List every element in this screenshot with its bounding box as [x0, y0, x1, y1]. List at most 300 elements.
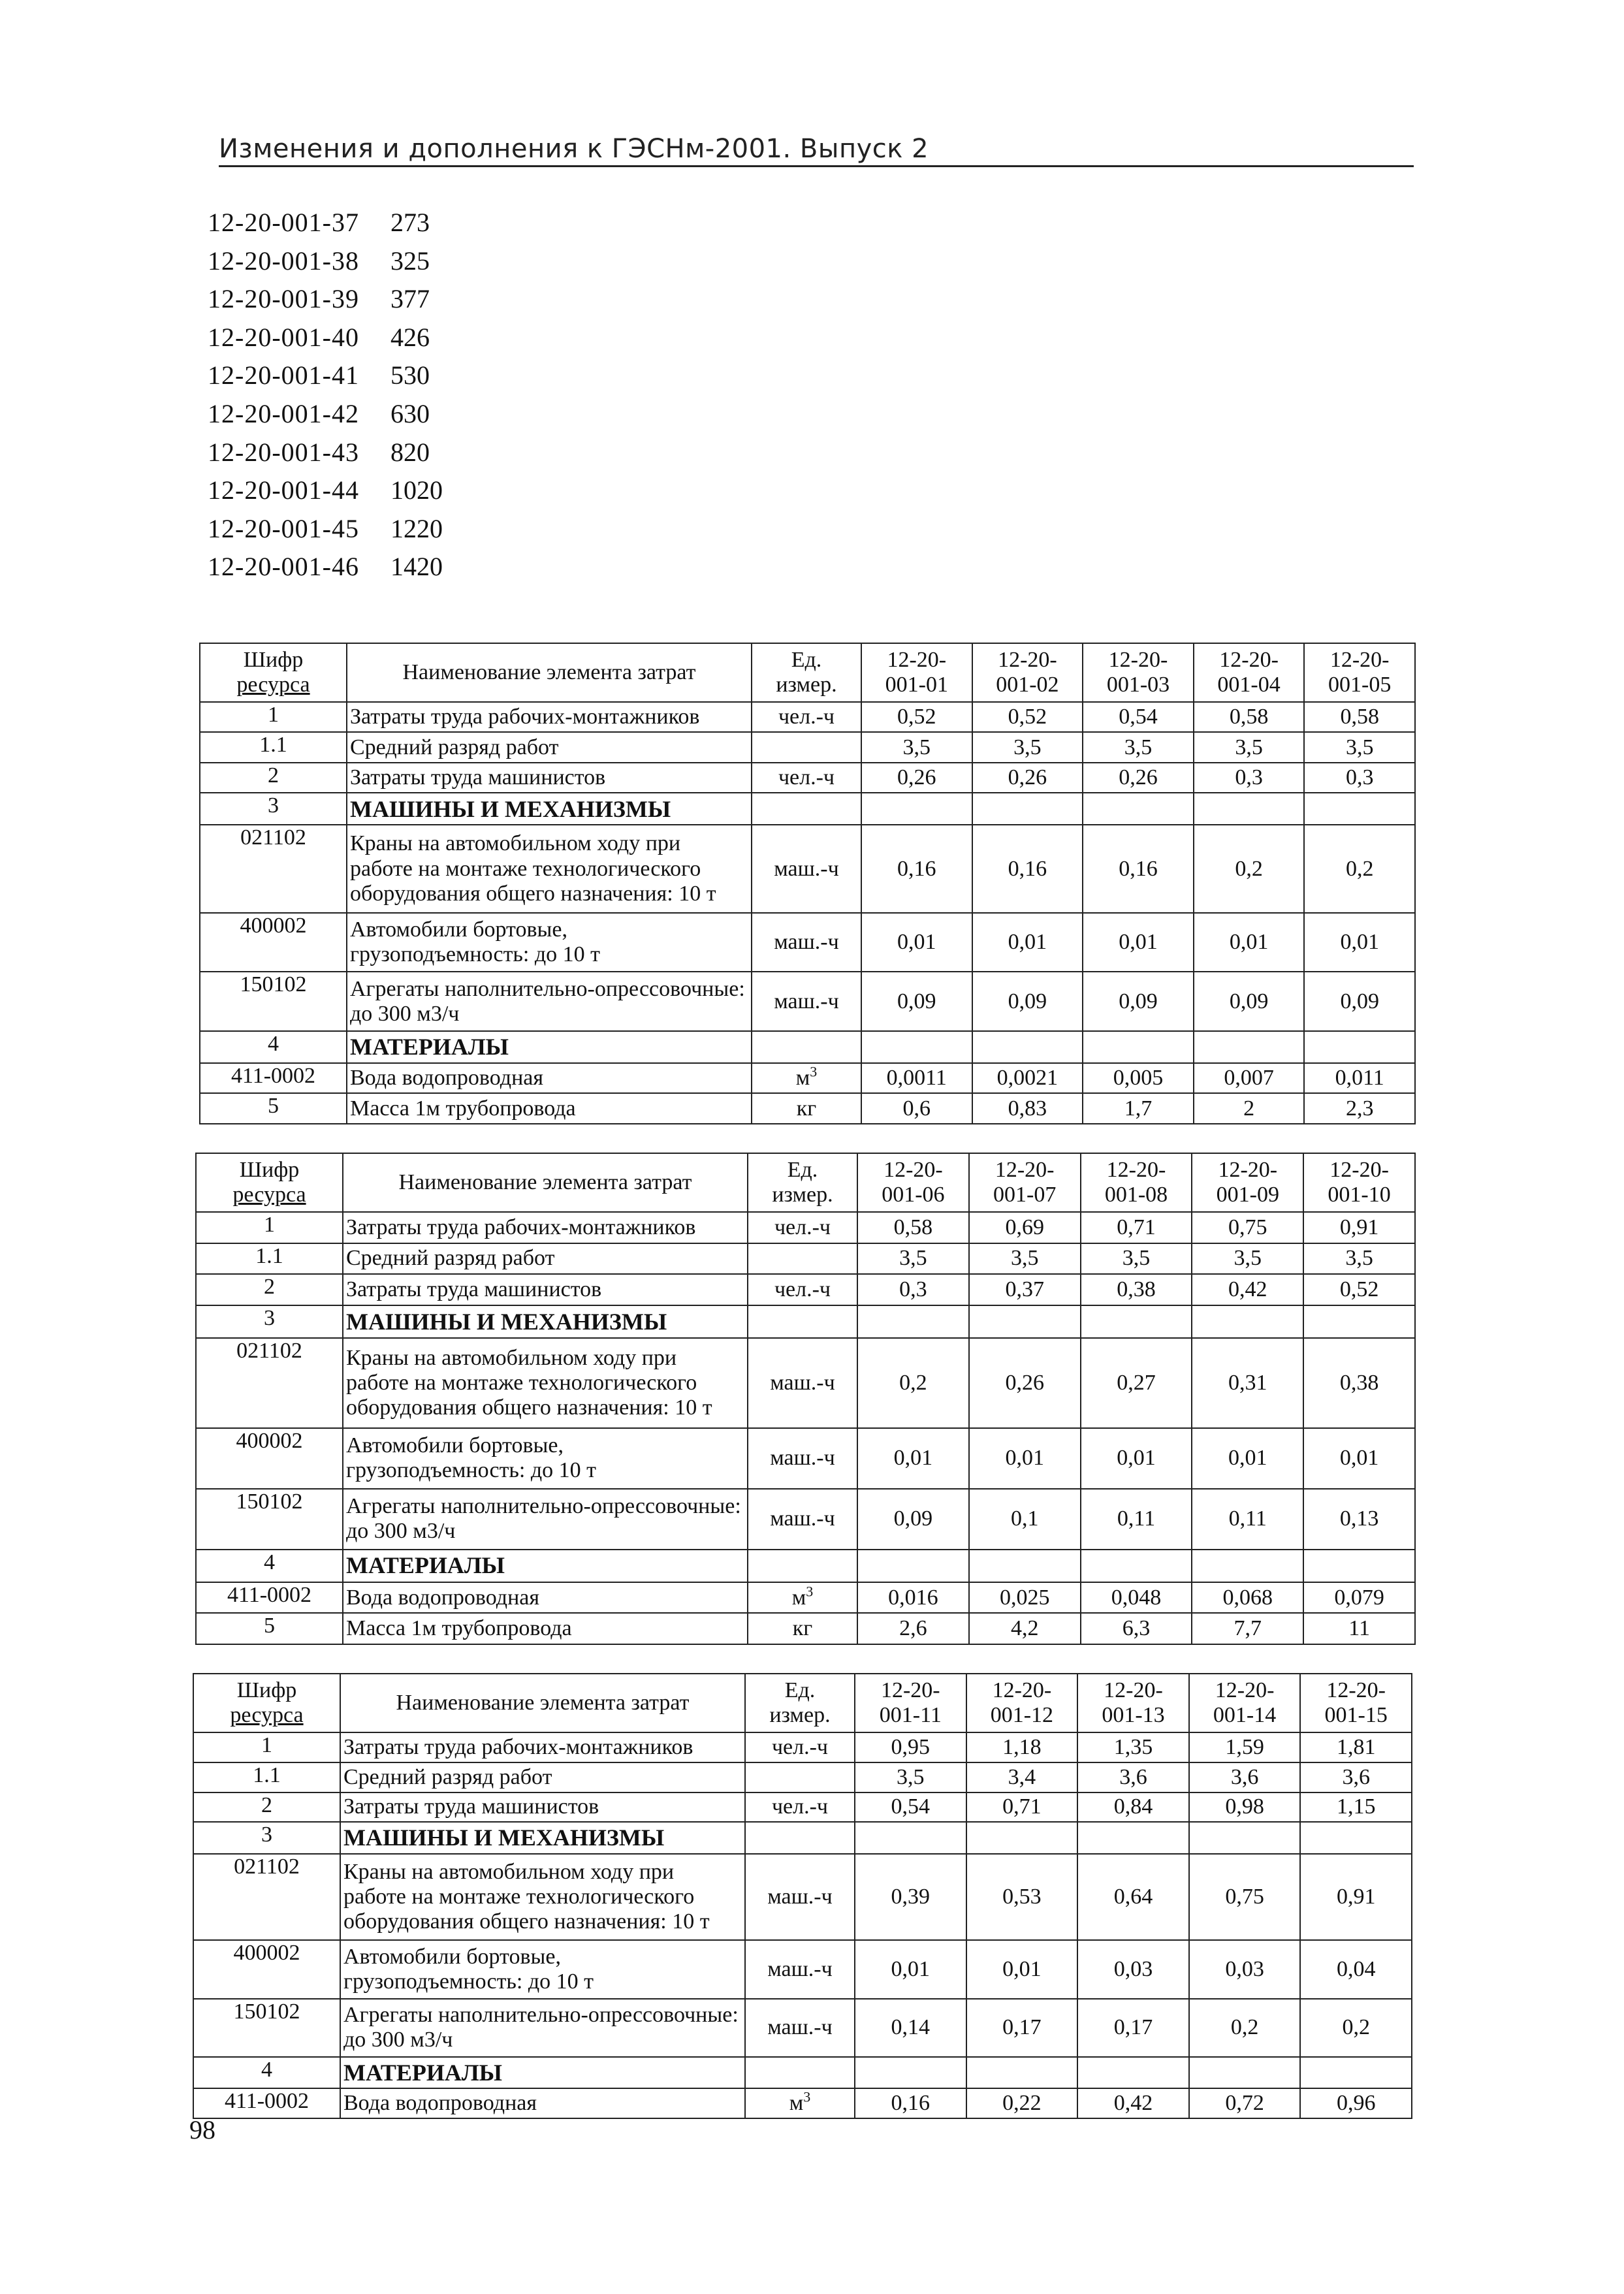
running-header: Изменения и дополнения к ГЭСНм-2001. Выпуск 2 [219, 134, 1414, 167]
header-code-line2: ресурса [236, 673, 310, 697]
row-code: 3 [193, 1822, 340, 1853]
unit-text: м [791, 1585, 806, 1610]
water-value: 0,011 [1304, 1063, 1415, 1093]
truck-value: 0,03 [1077, 1940, 1189, 1998]
empty-cell [1189, 1822, 1301, 1853]
pump-value: 0,09 [1304, 972, 1415, 1031]
empty-cell [855, 2057, 966, 2088]
code-list [208, 204, 443, 586]
truck-value: 0,01 [969, 1428, 1081, 1489]
code-list-row [208, 204, 443, 242]
row-grade [196, 1243, 1415, 1275]
row-name: Затраты труда рабочих-монтажников [343, 1212, 748, 1243]
header-norm-code [1192, 1153, 1303, 1212]
row-code: 5 [200, 1093, 347, 1124]
water-value: 0,42 [1077, 2088, 1189, 2118]
mach_labor-value: 0,54 [855, 1792, 966, 1823]
truck-value: 0,03 [1189, 1940, 1301, 1998]
crane-value: 0,27 [1081, 1338, 1192, 1428]
mach_labor-value: 0,84 [1077, 1792, 1189, 1823]
row-unit: чел.-ч [752, 763, 861, 793]
empty-cell [857, 1305, 969, 1338]
water-value: 0,0011 [861, 1063, 972, 1093]
row-name: Автомобили бортовые, грузоподъемность: до 10 т [347, 913, 752, 972]
labor-value: 0,95 [855, 1732, 966, 1762]
row-code: 4 [196, 1550, 343, 1582]
code-list-value: 820 [390, 437, 430, 467]
row-crane [196, 1338, 1415, 1428]
pump-value: 0,13 [1303, 1489, 1415, 1550]
unit-exponent: 3 [806, 1583, 814, 1600]
row-unit [748, 1305, 857, 1338]
header-unit-line1: Ед. [787, 1157, 818, 1182]
grade-value: 3,5 [972, 732, 1083, 762]
header-norm-code [1083, 643, 1194, 702]
row-labor [193, 1732, 1412, 1762]
labor-value: 0,91 [1303, 1212, 1415, 1243]
code-list-code: 12-20-001-46 [208, 552, 359, 582]
header-norm-suffix: 001-06 [882, 1183, 945, 1207]
labor-value: 0,54 [1083, 702, 1194, 732]
row-name: Агрегаты наполнительно-опрессовочные: до 300 м3/ч [340, 1999, 745, 2057]
labor-value: 0,71 [1081, 1212, 1192, 1243]
row-unit: маш.-ч [752, 825, 861, 913]
row-pump [196, 1489, 1415, 1550]
empty-cell [1304, 1031, 1415, 1063]
row-unit: кг [748, 1613, 857, 1644]
row-unit [745, 1822, 855, 1853]
header-norm-prefix: 12-20- [1215, 1678, 1275, 1702]
code-list-row [208, 242, 443, 281]
row-name: Затраты труда рабочих-монтажников [340, 1732, 745, 1762]
header-name: Наименование элемента затрат [343, 1153, 748, 1212]
grade-value: 3,6 [1189, 1762, 1301, 1792]
code-list-value: 273 [390, 208, 430, 237]
row-code: 411-0002 [193, 2088, 340, 2118]
row-materials-section [200, 1031, 1415, 1063]
empty-cell [969, 1305, 1081, 1338]
code-list-code: 12-20-001-41 [208, 360, 359, 390]
mach_labor-value: 0,26 [1083, 763, 1194, 793]
header-unit [748, 1153, 857, 1212]
water-value: 0,005 [1083, 1063, 1194, 1093]
header-norm-suffix: 001-10 [1328, 1183, 1391, 1207]
row-unit: маш.-ч [745, 1854, 855, 1941]
row-name: Затраты труда машинистов [340, 1792, 745, 1823]
row-unit [745, 2088, 855, 2118]
labor-value: 1,35 [1077, 1732, 1189, 1762]
crane-value: 0,2 [857, 1338, 969, 1428]
code-list-row [208, 319, 443, 357]
crane-value: 0,16 [861, 825, 972, 913]
row-name: Затраты труда машинистов [347, 763, 752, 793]
mach_labor-value: 0,98 [1189, 1792, 1301, 1823]
header-unit-line1: Ед. [791, 647, 822, 672]
grade-value: 3,4 [966, 1762, 1078, 1792]
row-code: 411-0002 [200, 1063, 347, 1093]
labor-value: 1,18 [966, 1732, 1078, 1762]
header-norm-code [1304, 643, 1415, 702]
pump-value: 0,11 [1192, 1489, 1303, 1550]
pump-value: 0,2 [1300, 1999, 1412, 2057]
row-name: Средний разряд работ [343, 1243, 748, 1275]
header-unit-line2: измер. [772, 1183, 833, 1207]
labor-value: 0,52 [972, 702, 1083, 732]
section-title: МАТЕРИАЛЫ [340, 2057, 745, 2088]
row-code: 400002 [196, 1428, 343, 1489]
row-unit: маш.-ч [752, 972, 861, 1031]
header-norm-suffix: 001-07 [993, 1183, 1057, 1207]
grade-value: 3,6 [1077, 1762, 1189, 1792]
header-name: Наименование элемента затрат [347, 643, 752, 702]
header-unit-line2: измер. [776, 673, 837, 697]
row-water [196, 1582, 1415, 1614]
pump-value: 0,09 [861, 972, 972, 1031]
row-unit: маш.-ч [748, 1489, 857, 1550]
labor-value: 0,69 [969, 1212, 1081, 1243]
row-unit: маш.-ч [748, 1338, 857, 1428]
mass-value: 0,83 [972, 1093, 1083, 1124]
header-norm-prefix: 12-20- [1326, 1678, 1386, 1702]
code-list-value: 377 [390, 284, 430, 314]
water-value: 0,0021 [972, 1063, 1083, 1093]
row-code: 2 [200, 763, 347, 793]
resource-table-1 [199, 643, 1416, 1124]
code-list-code: 12-20-001-44 [208, 475, 359, 505]
code-list-row [208, 395, 443, 434]
header-code [193, 1674, 340, 1732]
code-list-code: 12-20-001-38 [208, 246, 359, 276]
row-code: 150102 [200, 972, 347, 1031]
grade-value: 3,5 [1194, 732, 1305, 762]
labor-value: 0,52 [861, 702, 972, 732]
row-machines-section [200, 793, 1415, 825]
code-list-value: 426 [390, 322, 430, 352]
row-code: 5 [196, 1613, 343, 1644]
row-name: Масса 1м трубопровода [343, 1613, 748, 1644]
code-list-code: 12-20-001-39 [208, 284, 359, 314]
water-value: 0,16 [855, 2088, 966, 2118]
pump-value: 0,09 [857, 1489, 969, 1550]
header-norm-suffix: 001-12 [990, 1703, 1054, 1727]
empty-cell [972, 1031, 1083, 1063]
mach_labor-value: 0,26 [972, 763, 1083, 793]
row-truck [193, 1940, 1412, 1998]
water-value: 0,016 [857, 1582, 969, 1614]
row-unit: кг [752, 1093, 861, 1124]
unit-exponent: 3 [803, 2088, 811, 2105]
header-norm-code [1194, 643, 1305, 702]
unit-exponent: 3 [810, 1063, 818, 1080]
mass-value: 2,6 [857, 1613, 969, 1644]
truck-value: 0,01 [1194, 913, 1305, 972]
grade-value: 3,5 [1303, 1243, 1415, 1275]
section-title: МАШИНЫ И МЕХАНИЗМЫ [340, 1822, 745, 1853]
row-unit [748, 1243, 857, 1275]
empty-cell [969, 1550, 1081, 1582]
row-name: Вода водопроводная [347, 1063, 752, 1093]
row-code: 2 [196, 1274, 343, 1305]
grade-value: 3,5 [1304, 732, 1415, 762]
empty-cell [1189, 2057, 1301, 2088]
row-grade [193, 1762, 1412, 1792]
row-name: Агрегаты наполнительно-опрессовочные: до 300 м3/ч [347, 972, 752, 1031]
crane-value: 0,75 [1189, 1854, 1301, 1941]
row-code: 1 [200, 702, 347, 732]
row-labor [200, 702, 1415, 732]
row-unit: маш.-ч [745, 1940, 855, 1998]
truck-value: 0,01 [1304, 913, 1415, 972]
header-norm-prefix: 12-20- [1108, 647, 1168, 672]
header-norm-code [857, 1153, 969, 1212]
mach_labor-value: 0,37 [969, 1274, 1081, 1305]
crane-value: 0,38 [1303, 1338, 1415, 1428]
empty-cell [1077, 2057, 1189, 2088]
code-list-row [208, 434, 443, 472]
header-norm-code [966, 1674, 1078, 1732]
crane-value: 0,39 [855, 1854, 966, 1941]
empty-cell [1194, 793, 1305, 825]
row-pump [193, 1999, 1412, 2057]
row-mass [200, 1093, 1415, 1124]
water-value: 0,048 [1081, 1582, 1192, 1614]
row-code: 150102 [193, 1999, 340, 2057]
code-list-row [208, 548, 443, 586]
row-pump [200, 972, 1415, 1031]
pump-value: 0,17 [1077, 1999, 1189, 2057]
labor-value: 0,75 [1192, 1212, 1303, 1243]
row-code: 4 [200, 1031, 347, 1063]
truck-value: 0,01 [1303, 1428, 1415, 1489]
grade-value: 3,5 [861, 732, 972, 762]
header-norm-prefix: 12-20- [992, 1678, 1052, 1702]
truck-value: 0,01 [1083, 913, 1194, 972]
code-list-row [208, 471, 443, 510]
row-code: 400002 [200, 913, 347, 972]
pump-value: 0,17 [966, 1999, 1078, 2057]
row-labor [196, 1212, 1415, 1243]
code-list-value: 1220 [390, 513, 443, 543]
row-code: 400002 [193, 1940, 340, 1998]
header-norm-prefix: 12-20- [887, 647, 947, 672]
code-list-code: 12-20-001-37 [208, 208, 359, 237]
code-list-row [208, 280, 443, 319]
empty-cell [861, 793, 972, 825]
row-crane [200, 825, 1415, 913]
mach_labor-value: 0,52 [1303, 1274, 1415, 1305]
truck-value: 0,01 [1081, 1428, 1192, 1489]
header-norm-suffix: 001-14 [1213, 1703, 1277, 1727]
crane-value: 0,91 [1300, 1854, 1412, 1941]
mass-value: 1,7 [1083, 1093, 1194, 1124]
pump-value: 0,09 [1194, 972, 1305, 1031]
header-code-line2: ресурса [230, 1703, 304, 1727]
header-norm-code [1303, 1153, 1415, 1212]
truck-value: 0,01 [972, 913, 1083, 972]
row-code: 1 [196, 1212, 343, 1243]
header-norm-prefix: 12-20- [880, 1678, 940, 1702]
water-value: 0,079 [1303, 1582, 1415, 1614]
resource-table-3 [193, 1673, 1412, 2119]
row-unit [748, 1550, 857, 1582]
row-name: Средний разряд работ [340, 1762, 745, 1792]
row-code: 1 [193, 1732, 340, 1762]
row-name: Краны на автомобильном ходу при работе на монтаже технологического оборудования общего назначения: 10 т [340, 1854, 745, 1941]
header-norm-prefix: 12-20- [1329, 1157, 1389, 1182]
mach_labor-value: 0,42 [1192, 1274, 1303, 1305]
header-norm-suffix: 001-03 [1106, 673, 1170, 697]
water-value: 0,025 [969, 1582, 1081, 1614]
row-code: 021102 [196, 1338, 343, 1428]
water-value: 0,96 [1300, 2088, 1412, 2118]
row-machinist-labor [193, 1792, 1412, 1823]
empty-cell [1303, 1550, 1415, 1582]
header-norm-prefix: 12-20- [1219, 647, 1279, 672]
code-list-value: 1020 [390, 475, 443, 505]
header-code [196, 1153, 343, 1212]
grade-value: 3,5 [969, 1243, 1081, 1275]
pump-value: 0,1 [969, 1489, 1081, 1550]
empty-cell [1083, 1031, 1194, 1063]
header-norm-code [972, 643, 1083, 702]
water-value: 0,068 [1192, 1582, 1303, 1614]
row-name: Средний разряд работ [347, 732, 752, 762]
mass-value: 2 [1194, 1093, 1305, 1124]
labor-value: 1,81 [1300, 1732, 1412, 1762]
row-name: Агрегаты наполнительно-опрессовочные: до 300 м3/ч [343, 1489, 748, 1550]
crane-value: 0,31 [1192, 1338, 1303, 1428]
labor-value: 1,59 [1189, 1732, 1301, 1762]
row-code: 1.1 [193, 1762, 340, 1792]
header-norm-suffix: 001-15 [1324, 1703, 1388, 1727]
empty-cell [1194, 1031, 1305, 1063]
empty-cell [861, 1031, 972, 1063]
row-code: 021102 [200, 825, 347, 913]
mass-value: 7,7 [1192, 1613, 1303, 1644]
empty-cell [1077, 1822, 1189, 1853]
row-unit [745, 2057, 855, 2088]
row-machinist-labor [196, 1274, 1415, 1305]
water-value: 0,007 [1194, 1063, 1305, 1093]
code-list-row [208, 357, 443, 395]
row-unit [752, 1063, 861, 1093]
header-norm-prefix: 12-20- [1329, 647, 1390, 672]
header-norm-prefix: 12-20- [1104, 1678, 1163, 1702]
row-name: Автомобили бортовые, грузоподъемность: до 10 т [343, 1428, 748, 1489]
row-unit [752, 1031, 861, 1063]
truck-value: 0,01 [966, 1940, 1078, 1998]
row-unit: чел.-ч [745, 1792, 855, 1823]
pump-value: 0,2 [1189, 1999, 1301, 2057]
empty-cell [1300, 2057, 1412, 2088]
row-unit [752, 793, 861, 825]
header-name: Наименование элемента затрат [340, 1674, 745, 1732]
mach_labor-value: 0,26 [861, 763, 972, 793]
empty-cell [966, 1822, 1078, 1853]
header-code-line2: ресурса [232, 1183, 306, 1207]
code-list-code: 12-20-001-45 [208, 513, 359, 543]
row-mass [196, 1613, 1415, 1644]
labor-value: 0,58 [1304, 702, 1415, 732]
unit-text: м [789, 2091, 804, 2116]
code-list-code: 12-20-001-42 [208, 398, 359, 428]
crane-value: 0,16 [1083, 825, 1194, 913]
header-norm-code [1081, 1153, 1192, 1212]
header-norm-suffix: 001-04 [1217, 673, 1281, 697]
mass-value: 4,2 [969, 1613, 1081, 1644]
row-unit: маш.-ч [748, 1428, 857, 1489]
empty-cell [1304, 793, 1415, 825]
header-unit-line2: измер. [769, 1703, 831, 1727]
resource-table-2 [195, 1153, 1416, 1645]
section-title: МАШИНЫ И МЕХАНИЗМЫ [347, 793, 752, 825]
pump-value: 0,09 [972, 972, 1083, 1031]
row-code: 021102 [193, 1854, 340, 1941]
water-value: 0,72 [1189, 2088, 1301, 2118]
header-norm-prefix: 12-20- [884, 1157, 943, 1182]
row-unit: маш.-ч [752, 913, 861, 972]
row-unit [748, 1582, 857, 1614]
crane-value: 0,26 [969, 1338, 1081, 1428]
row-unit: маш.-ч [745, 1999, 855, 2057]
row-materials-section [196, 1550, 1415, 1582]
row-name: Масса 1м трубопровода [347, 1093, 752, 1124]
header-norm-code [1189, 1674, 1301, 1732]
header-norm-prefix: 12-20- [1106, 1157, 1166, 1182]
row-code: 3 [196, 1305, 343, 1338]
mach_labor-value: 0,71 [966, 1792, 1078, 1823]
row-materials-section [193, 2057, 1412, 2088]
row-code: 3 [200, 793, 347, 825]
row-code: 411-0002 [196, 1582, 343, 1614]
crane-value: 0,2 [1194, 825, 1305, 913]
mach_labor-value: 1,15 [1300, 1792, 1412, 1823]
header-code [200, 643, 347, 702]
code-list-value: 1420 [390, 552, 443, 582]
page-number: 98 [189, 2115, 215, 2144]
labor-value: 0,58 [857, 1212, 969, 1243]
row-crane [193, 1854, 1412, 1941]
row-unit [752, 732, 861, 762]
code-list-row [208, 510, 443, 549]
header-unit [752, 643, 861, 702]
grade-value: 3,5 [1083, 732, 1194, 762]
row-code: 1.1 [196, 1243, 343, 1275]
empty-cell [1081, 1305, 1192, 1338]
row-name: Вода водопроводная [343, 1582, 748, 1614]
row-code: 4 [193, 2057, 340, 2088]
mach_labor-value: 0,38 [1081, 1274, 1192, 1305]
row-name: Вода водопроводная [340, 2088, 745, 2118]
truck-value: 0,01 [861, 913, 972, 972]
header-norm-code [861, 643, 972, 702]
row-water [200, 1063, 1415, 1093]
header-norm-code [855, 1674, 966, 1732]
mass-value: 6,3 [1081, 1613, 1192, 1644]
truck-value: 0,01 [857, 1428, 969, 1489]
header-code-line1: Шифр [236, 1678, 297, 1702]
row-truck [196, 1428, 1415, 1489]
code-list-value: 530 [390, 360, 430, 390]
section-title: МАТЕРИАЛЫ [343, 1550, 748, 1582]
mach_labor-value: 0,3 [857, 1274, 969, 1305]
water-value: 0,22 [966, 2088, 1078, 2118]
code-list-code: 12-20-001-40 [208, 322, 359, 352]
row-machines-section [193, 1822, 1412, 1853]
labor-value: 0,58 [1194, 702, 1305, 732]
empty-cell [857, 1550, 969, 1582]
row-water [193, 2088, 1412, 2118]
